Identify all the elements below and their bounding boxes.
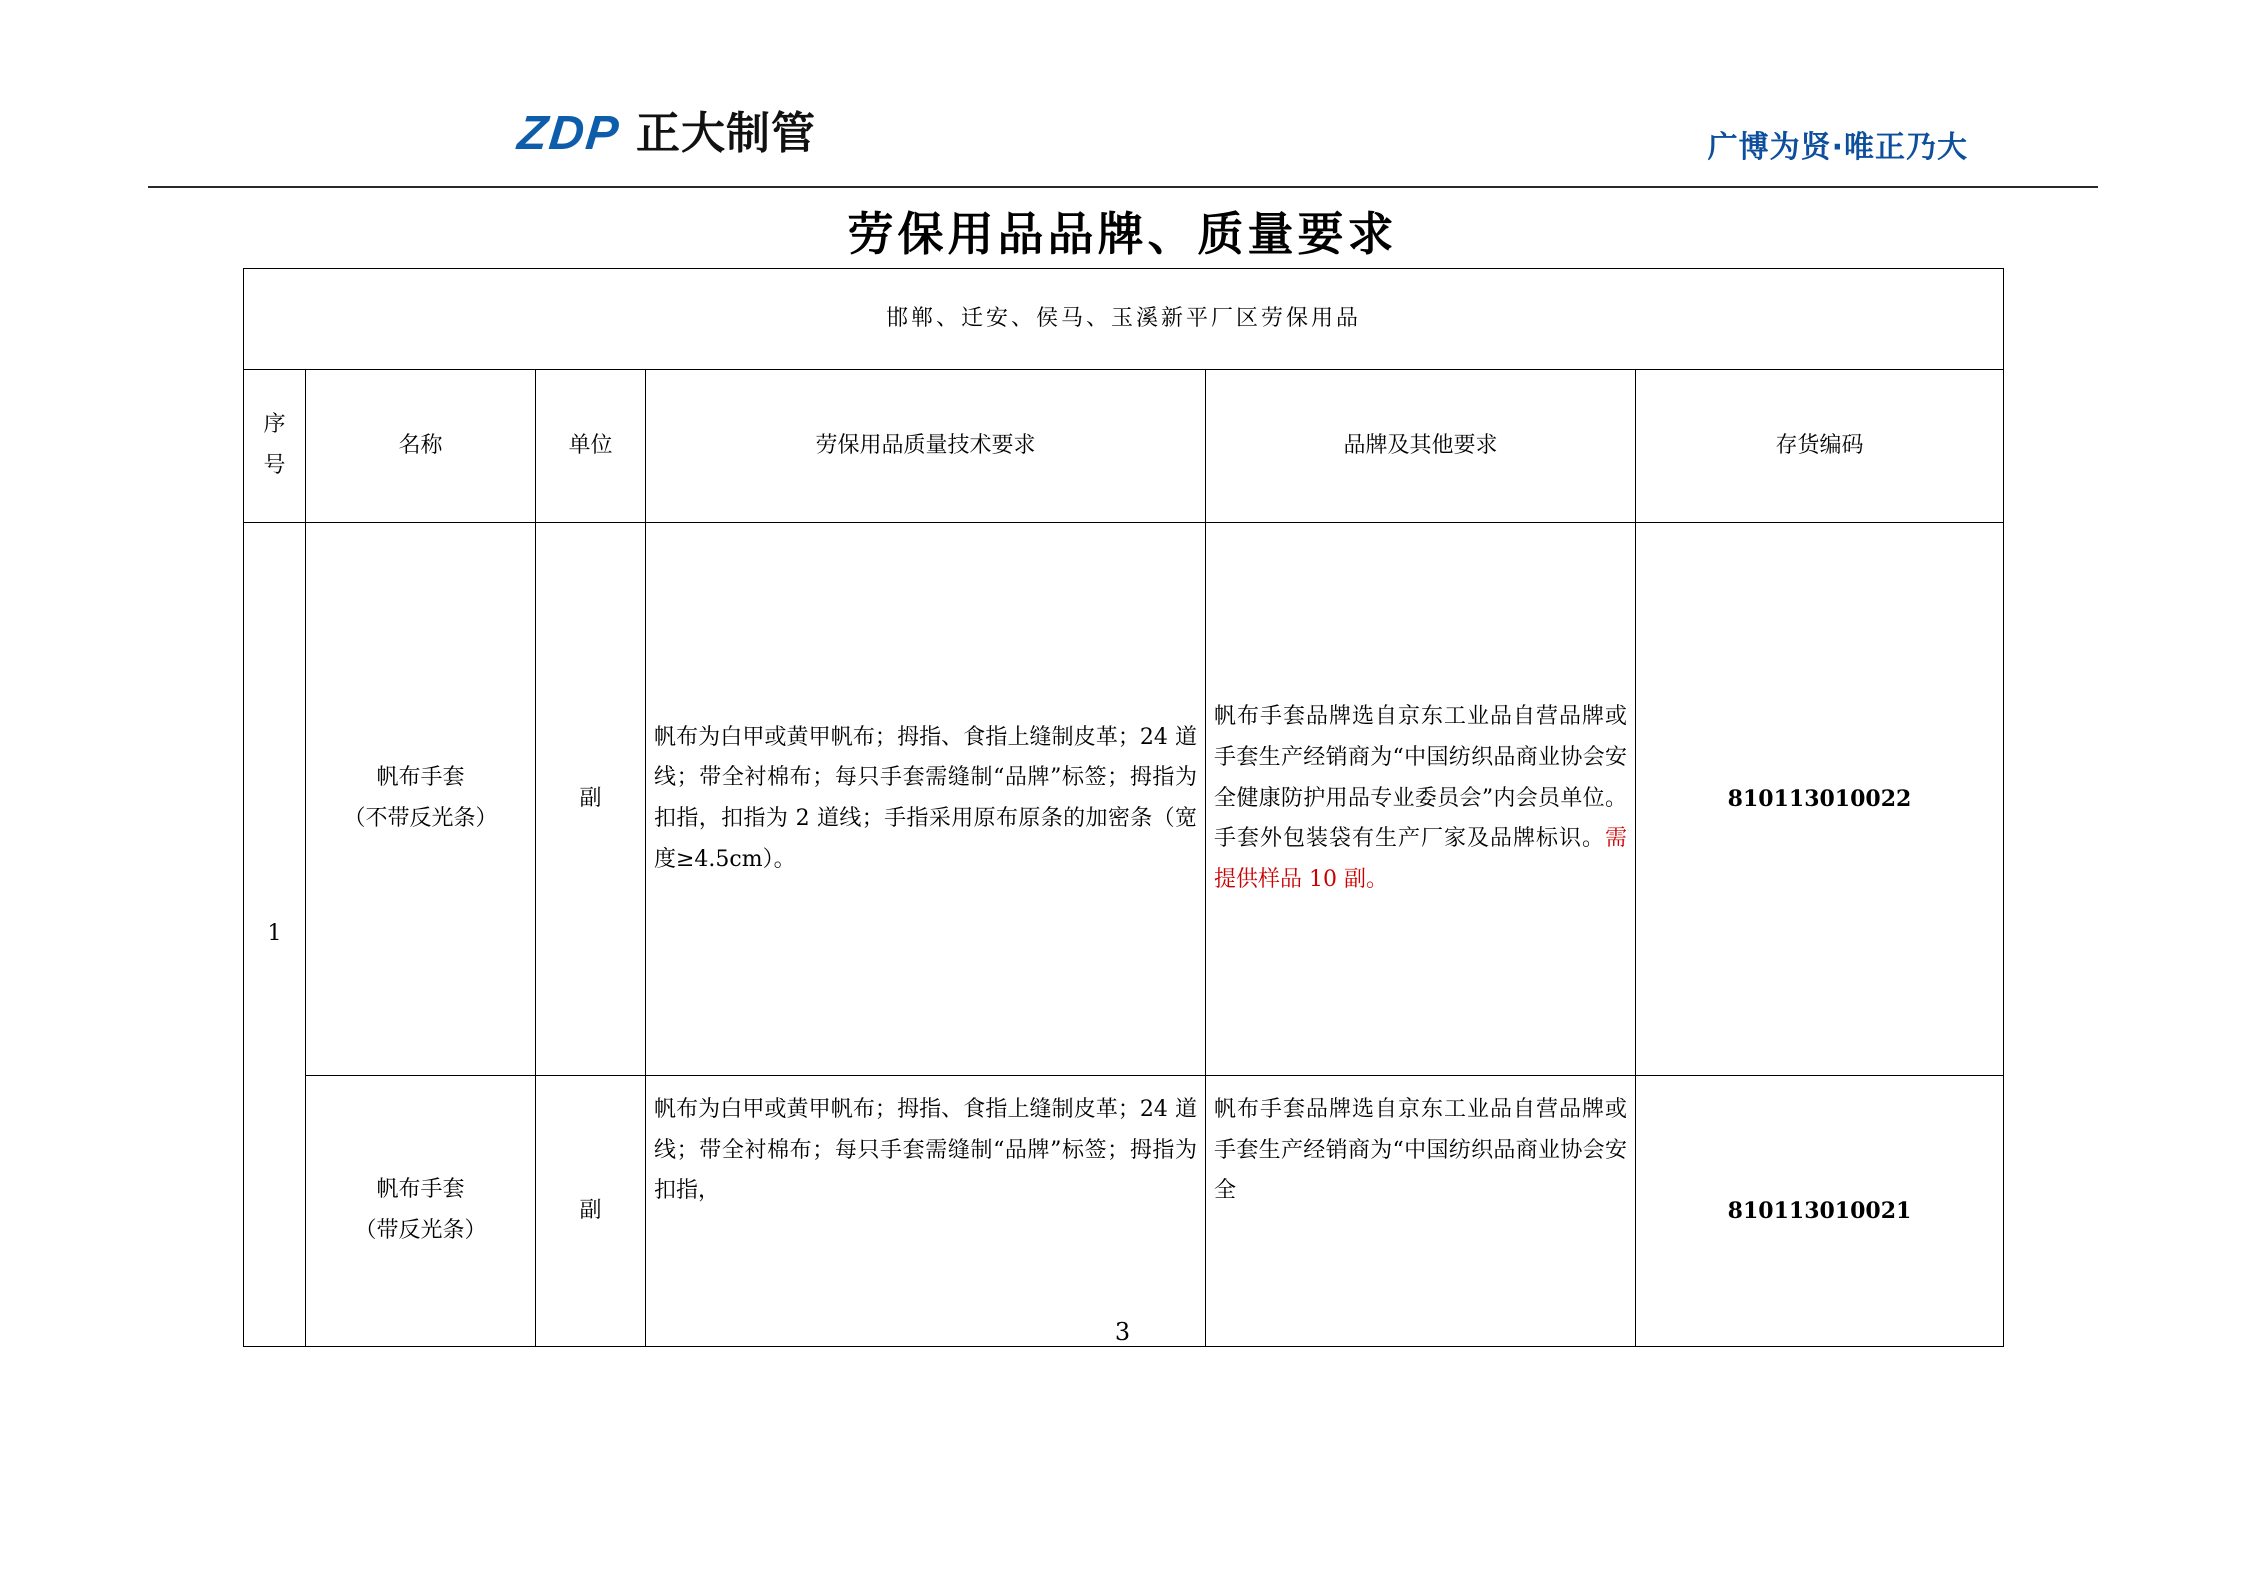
- labor-protection-table-wrapper: [243, 268, 2003, 1347]
- column-header-brand: 品牌及其他要求: [1206, 370, 1636, 523]
- page-header: [148, 100, 2098, 186]
- row-brand-2: 帆布手套品牌选自京东工业品自营品牌或手套生产经销商为“中国纺织品商业协会安全: [1206, 1076, 1636, 1347]
- column-header-unit: 单位: [536, 370, 646, 523]
- row-name-2-line2: （带反光条）: [354, 1218, 487, 1243]
- row-name-1-line1: 帆布手套: [376, 765, 465, 791]
- column-header-code: 存货编码: [1636, 370, 2004, 523]
- row-index-1: 1: [244, 523, 306, 1347]
- column-header-index-line1: 序: [263, 412, 286, 438]
- row-requirement-2: 帆布为白甲或黄甲帆布；拇指、食指上缝制皮革；24 道线；带全衬棉布；每只手套需缝制“品牌”标签；拇指为扣指，: [646, 1076, 1206, 1347]
- row-brand-1-normal: 帆布手套品牌选自京东工业品自营品牌或手套生产经销商为“中国纺织品商业协会安全健康防护用品专业委员会”内会员单位。手套外包装袋有生产厂家及品牌标识。: [1214, 704, 1627, 852]
- row-name-1: [306, 523, 536, 1076]
- row-brand-1: [1206, 523, 1636, 1076]
- table-header-row: [244, 370, 2004, 523]
- company-logo: [515, 107, 816, 160]
- row-code-1: 810113010022: [1636, 523, 2004, 1076]
- table-subtitle: 邯郸、迁安、侯马、玉溪新平厂区劳保用品: [244, 269, 2004, 370]
- page-number: 3: [1114, 1318, 1131, 1346]
- row-brand-1-highlight: 需提供样品 10 副。: [1214, 826, 1627, 893]
- row-code-2: 810113010021: [1636, 1076, 2004, 1347]
- row-unit-2: 副: [536, 1076, 646, 1347]
- column-header-requirement: 劳保用品质量技术要求: [646, 370, 1206, 523]
- logo-company-name: 正大制管: [636, 108, 816, 159]
- row-name-2-line1: 帆布手套: [376, 1177, 465, 1203]
- column-header-index-line2: 号: [263, 453, 286, 478]
- row-name-1-line2: （不带反光条）: [343, 806, 498, 831]
- row-name-2: [306, 1076, 536, 1347]
- row-requirement-1: 帆布为白甲或黄甲帆布；拇指、食指上缝制皮革；24 道线；带全衬棉布；每只手套需缝制“品牌”标签；拇指为扣指，扣指为 2 道线；手指采用原布原条的加密条（宽度≥4.5cm）。: [646, 523, 1206, 1076]
- table-row: [244, 523, 2004, 1076]
- column-header-index: [244, 370, 306, 523]
- table-row: [244, 1076, 2004, 1347]
- page-title: 劳保用品品牌、质量要求: [847, 207, 1398, 261]
- row-unit-1: 副: [536, 523, 646, 1076]
- column-header-name: 名称: [306, 370, 536, 523]
- logo-abbreviation: ZDP: [515, 107, 623, 160]
- labor-protection-table: [243, 268, 2004, 1347]
- company-slogan: 广博为贤·唯正乃大: [1707, 130, 1968, 165]
- header-divider: [148, 186, 2098, 188]
- table-subtitle-row: [244, 269, 2004, 370]
